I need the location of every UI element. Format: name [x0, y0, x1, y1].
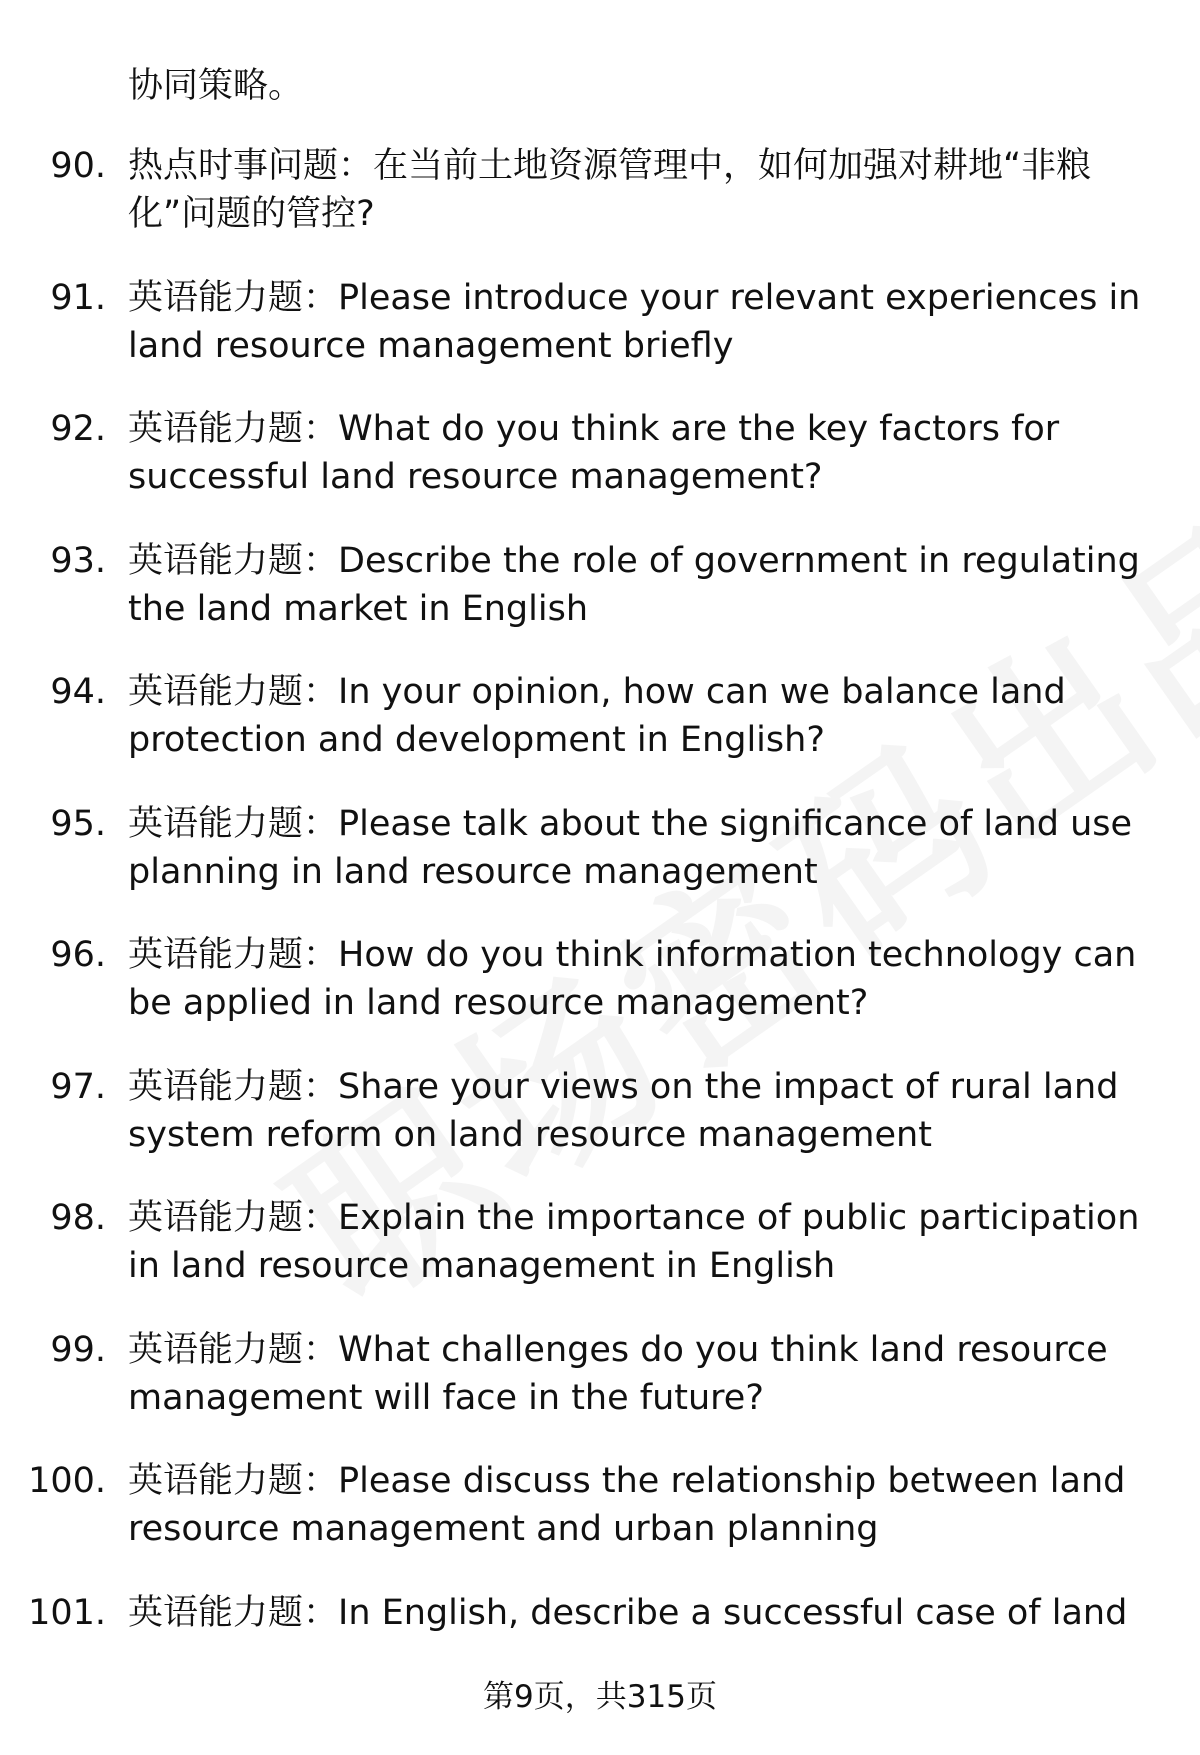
list-item — [0, 1457, 1200, 1589]
item-number: 101. — [28, 1592, 106, 1633]
list-item — [0, 405, 1200, 537]
item-number: 90. — [50, 146, 106, 186]
item-text: 英语能力题：How do you think information technology can be applied in land resource management? — [128, 935, 1137, 1023]
question-list — [0, 142, 1200, 1720]
list-item — [0, 1194, 1200, 1326]
item-number: 100. — [28, 1461, 106, 1501]
item-text: 英语能力题：Please introduce your relevant experiences in land resource management briefly — [128, 277, 1141, 366]
list-item — [0, 668, 1200, 800]
page-number-footer: 第9页，共315页 — [483, 1679, 717, 1715]
list-item — [0, 142, 1200, 274]
item-number: 97. — [50, 1066, 106, 1107]
item-text: 热点时事问题：在当前土地资源管理中，如何加强对耕地“非粮化”问题的管控? — [128, 146, 1092, 234]
item-text: 英语能力题：What do you think are the key factors for successful land resource management? — [128, 409, 1060, 497]
item-number: 94. — [50, 672, 106, 712]
list-item — [0, 931, 1200, 1063]
item-number: 96. — [50, 935, 106, 975]
item-number: 91. — [50, 277, 106, 318]
item-text: 英语能力题：What challenges do you think land resource management will face in the future? — [128, 1329, 1108, 1418]
item-text: 英语能力题：Share your views on the impact of rural land system reform on land resource management — [128, 1066, 1119, 1155]
item-text: 英语能力题：Please discuss the relationship between land resource management and urban planning — [128, 1461, 1126, 1549]
item-text: 英语能力题：In your opinion, how can we balance land protection and development in English? — [128, 672, 1066, 760]
list-item — [0, 800, 1200, 932]
item-number: 92. — [50, 409, 106, 449]
item-text: 英语能力题：Describe the role of government in regulating the land market in English — [128, 540, 1140, 629]
item-number: 99. — [50, 1329, 106, 1370]
item-number: 95. — [50, 803, 106, 844]
list-item — [0, 1326, 1200, 1458]
list-item — [0, 1063, 1200, 1195]
item-text: 英语能力题：In English, describe a successful case of land — [128, 1592, 1128, 1633]
item-number: 93. — [50, 540, 106, 581]
item-text: 英语能力题：Please talk about the significance of land use planning in land resource management — [128, 803, 1133, 892]
list-item — [0, 537, 1200, 669]
list-item — [0, 274, 1200, 406]
item-text: 英语能力题：Explain the importance of public participation in land resource management in English — [128, 1198, 1140, 1286]
item-number: 98. — [50, 1198, 106, 1238]
continuation-text: 协同策略。 — [128, 66, 304, 106]
